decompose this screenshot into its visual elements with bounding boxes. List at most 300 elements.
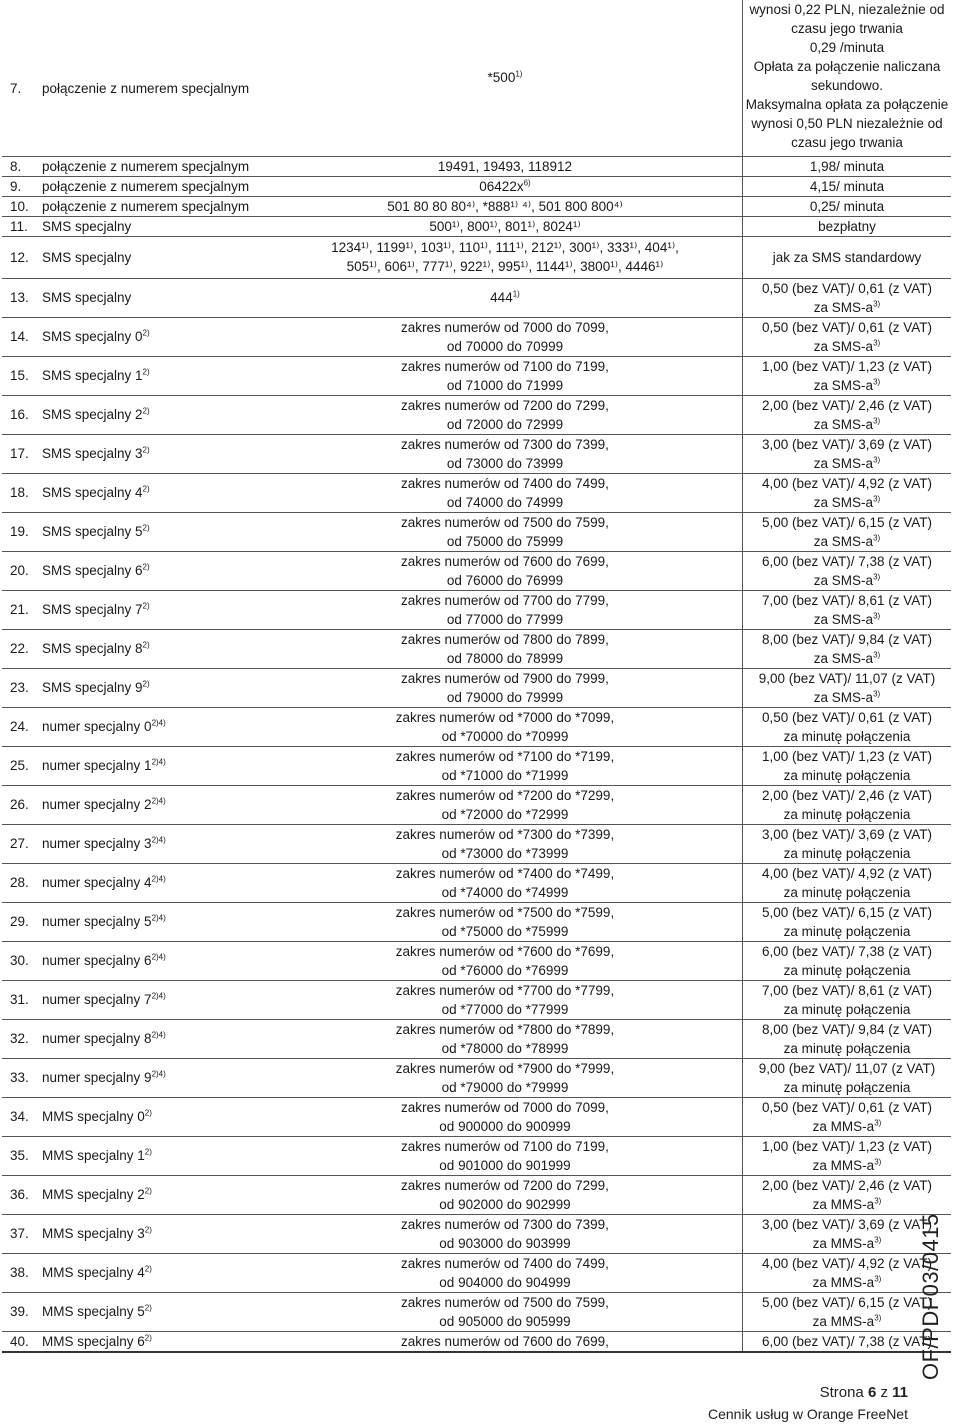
row-name-text: SMS specjalny 7 [42, 602, 143, 617]
footnote-sup: 2) [142, 406, 150, 416]
row-number-range [268, 1019, 743, 1058]
row-price [743, 1058, 952, 1097]
row-name: połączenie z numerem specjalnym [42, 0, 268, 156]
range-line: od *71000 do *71999 [441, 767, 569, 783]
footnote-sup: 2) [144, 1186, 152, 1196]
row-number-range [268, 356, 743, 395]
range-line: od 72000 do 72999 [446, 416, 564, 432]
price-line: 0,50 (bez VAT)/ 0,61 (z VAT) [761, 319, 933, 335]
row-name: połączenie z numerem specjalnym [42, 176, 268, 196]
price-line: 9,00 (bez VAT)/ 11,07 (z VAT) [758, 1060, 936, 1076]
row-number: 11. [2, 216, 42, 236]
range-line: od 77000 do 77999 [446, 611, 564, 627]
price-line [743, 1117, 951, 1136]
row-number-range [268, 629, 743, 668]
price-unit: za SMS-a [813, 338, 874, 354]
footnote-sup: 2) [142, 679, 150, 689]
row-name-text: MMS specjalny 6 [42, 1333, 145, 1349]
row-name [42, 785, 268, 824]
row-number: 32. [2, 1019, 42, 1058]
range-line: zakres numerów od 7500 do 7599, [401, 1294, 609, 1310]
price-unit: za minutę połączenia [783, 1001, 911, 1017]
price-line [743, 961, 951, 980]
footnote-sup: 3) [873, 572, 881, 581]
price-unit: za minutę połączenia [783, 845, 911, 861]
price-line: 2,00 (bez VAT)/ 2,46 (z VAT) [761, 1177, 933, 1193]
range-line: zakres numerów od 7400 do 7499, [401, 475, 609, 491]
row-number-range [268, 434, 743, 473]
range-line: od 70000 do 70999 [446, 338, 564, 354]
row-number-range [268, 512, 743, 551]
footnote-sup: 2) [142, 562, 150, 572]
row-price [743, 317, 952, 356]
range-line: od 74000 do 74999 [446, 494, 564, 510]
row-name-text: numer specjalny 4 [42, 875, 152, 890]
price-table-body [2, 0, 951, 1352]
row-number-range [268, 668, 743, 707]
price-line: 5,00 (bez VAT)/ 6,15 (z VAT) [761, 904, 933, 920]
range-line: od 75000 do 75999 [446, 533, 564, 549]
row-number: 14. [2, 317, 42, 356]
number-line: 1234¹⁾, 1199¹⁾, 103¹⁾, 110¹⁾, 111¹⁾, 212¹⁾, 300¹⁾, 333¹⁾, 404¹⁾, [331, 240, 679, 255]
price-line: 7,00 (bez VAT)/ 8,61 (z VAT) [761, 982, 933, 998]
price-line: 6,00 (bez VAT)/ 7,38 (z VAT) [761, 943, 933, 959]
table-row [2, 1136, 951, 1175]
price-unit: za SMS-a [813, 533, 874, 549]
footnote-sup: 2) [144, 1264, 152, 1274]
price-line: 0,50 (bez VAT)/ 0,61 (z VAT) [761, 280, 933, 296]
row-number: 36. [2, 1175, 42, 1214]
price-line [743, 610, 951, 629]
price-line [743, 1000, 951, 1019]
table-row [2, 278, 951, 317]
table-row [2, 1214, 951, 1253]
range-line: od 900000 do 900999 [439, 1118, 571, 1134]
price-line: 2,00 (bez VAT)/ 2,46 (z VAT) [761, 397, 933, 413]
range-line: od *72000 do *72999 [441, 806, 569, 822]
number-line: 505¹⁾, 606¹⁾, 777¹⁾, 922¹⁾, 995¹⁾, 1144¹⁾, 3800¹⁾, 4446¹⁾ [346, 259, 664, 274]
price-unit: za minutę połączenia [783, 923, 911, 939]
footnote-sup: 2) [142, 445, 150, 455]
footnote-sup: 2) [144, 1108, 152, 1118]
row-number: 34. [2, 1097, 42, 1136]
row-name [42, 1175, 268, 1214]
footnote-sup: 2) [144, 1225, 152, 1235]
price-line [743, 493, 951, 512]
row-number: 24. [2, 707, 42, 746]
row-number-range [268, 196, 743, 216]
price-line: 3,00 (bez VAT)/ 3,69 (z VAT) [761, 1216, 933, 1232]
row-number: 19. [2, 512, 42, 551]
range-line: zakres numerów od 7800 do 7899, [401, 631, 609, 647]
table-row [2, 590, 951, 629]
row-number: 28. [2, 863, 42, 902]
row-price: 0,25/ minuta [743, 196, 952, 216]
row-name [42, 863, 268, 902]
row-number: 37. [2, 1214, 42, 1253]
range-line: od 76000 do 76999 [446, 572, 564, 588]
row-price [743, 668, 952, 707]
row-number: 18. [2, 473, 42, 512]
table-row [2, 1058, 951, 1097]
footnote-sup: 2) [144, 1333, 152, 1342]
row-number-range [268, 863, 743, 902]
footnote-sup: 2)4) [151, 1030, 166, 1040]
row-number-range [268, 1097, 743, 1136]
row-number: 31. [2, 980, 42, 1019]
range-line: zakres numerów od *7600 do *7699, [395, 943, 615, 959]
row-number-range [268, 980, 743, 1019]
row-number: 26. [2, 785, 42, 824]
footnote-sup: 3) [874, 1235, 882, 1244]
row-name-text: numer specjalny 3 [42, 836, 152, 851]
row-name-text: numer specjalny 6 [42, 953, 152, 968]
footnote-sup: 3) [873, 650, 881, 659]
price-line: 6,00 (bez VAT)/ 7,38 (z VAT) [761, 553, 933, 569]
price-line: 7,00 (bez VAT)/ 8,61 (z VAT) [761, 592, 933, 608]
footnote-sup: 2) [142, 328, 150, 338]
row-price: jak za SMS standardowy [743, 236, 952, 278]
price-line [743, 1039, 951, 1058]
price-unit: za MMS-a [812, 1274, 875, 1290]
table-row [2, 785, 951, 824]
row-number-range [268, 746, 743, 785]
price-unit: za SMS-a [813, 494, 874, 510]
footnote-sup: 3) [874, 1313, 882, 1322]
number-text: 06422x [479, 178, 524, 194]
row-name [42, 941, 268, 980]
row-number: 17. [2, 434, 42, 473]
row-number: 22. [2, 629, 42, 668]
table-row [2, 629, 951, 668]
range-line: zakres numerów od *7300 do *7399, [395, 826, 615, 842]
range-line: zakres numerów od 7000 do 7099, [401, 1099, 609, 1115]
range-line: od *76000 do *76999 [441, 962, 569, 978]
row-name [42, 590, 268, 629]
row-number: 16. [2, 395, 42, 434]
footnote-sup: 2) [144, 1147, 152, 1157]
table-row [2, 941, 951, 980]
footnote-sup: 3) [874, 1274, 882, 1283]
row-name-text: numer specjalny 2 [42, 797, 152, 812]
price-line [743, 1156, 951, 1175]
footnote-sup: 3) [873, 611, 881, 620]
row-name-text: SMS specjalny 0 [42, 329, 143, 344]
range-line: od 78000 do 78999 [446, 650, 564, 666]
row-number: 15. [2, 356, 42, 395]
range-line: zakres numerów od 7600 do 7699, [401, 553, 609, 569]
table-row [2, 156, 951, 176]
table-row [2, 863, 951, 902]
row-number-range [268, 216, 743, 236]
row-number-range [268, 1214, 743, 1253]
footnote-sup: 2)4) [151, 757, 166, 767]
row-price [743, 941, 952, 980]
row-name: połączenie z numerem specjalnym [42, 156, 268, 176]
row-price [743, 1019, 952, 1058]
table-row [2, 980, 951, 1019]
range-line: od *75000 do *75999 [441, 923, 569, 939]
price-line: 1,00 (bez VAT)/ 1,23 (z VAT) [761, 748, 933, 764]
price-unit: za SMS-a [813, 455, 874, 471]
price-line [743, 571, 951, 590]
range-line: zakres numerów od 7900 do 7999, [401, 670, 609, 686]
price-line [743, 532, 951, 551]
footnote-sup: 6) [523, 178, 531, 187]
row-number-range [268, 176, 743, 196]
row-number-range [268, 1253, 743, 1292]
range-line: zakres numerów od *7500 do *7599, [395, 904, 615, 920]
row-name-text: MMS specjalny 1 [42, 1148, 145, 1163]
row-name: SMS specjalny [42, 278, 268, 317]
row-number-range [268, 1058, 743, 1097]
row-price [743, 356, 952, 395]
price-line [743, 1078, 951, 1097]
row-name-text: numer specjalny 9 [42, 1070, 152, 1085]
price-line: 8,00 (bez VAT)/ 9,84 (z VAT) [761, 1021, 933, 1037]
price-line: 4,00 (bez VAT)/ 4,92 (z VAT) [761, 475, 933, 491]
price-unit: za SMS-a [813, 689, 874, 705]
price-unit: za SMS-a [813, 416, 874, 432]
row-price [743, 395, 952, 434]
range-line: od *70000 do *70999 [441, 728, 569, 744]
row-name-text: numer specjalny 7 [42, 992, 152, 1007]
range-line: zakres numerów od 7200 do 7299, [401, 1177, 609, 1193]
footnote-sup: 2) [142, 484, 150, 494]
row-number: 30. [2, 941, 42, 980]
row-number: 29. [2, 902, 42, 941]
row-name [42, 629, 268, 668]
row-price: 6,00 (bez VAT)/ 7,38 (z VAT) [743, 1331, 952, 1352]
price-line [743, 415, 951, 434]
document-title: Cennik usług w Orange FreeNet [708, 1406, 908, 1422]
range-line: od *77000 do *77999 [441, 1001, 569, 1017]
row-name [42, 395, 268, 434]
row-number-range [268, 785, 743, 824]
price-line: 2,00 (bez VAT)/ 2,46 (z VAT) [761, 787, 933, 803]
range-line: od 902000 do 902999 [439, 1196, 571, 1212]
row-price [743, 863, 952, 902]
row-name-text: MMS specjalny 0 [42, 1109, 145, 1124]
row-name [42, 746, 268, 785]
row-price [743, 512, 952, 551]
row-price [743, 434, 952, 473]
row-name [42, 356, 268, 395]
row-name-text: MMS specjalny 2 [42, 1187, 145, 1202]
row-name [42, 317, 268, 356]
price-line: 0,50 (bez VAT)/ 0,61 (z VAT) [761, 1099, 933, 1115]
footnote-sup: 1) [512, 289, 520, 299]
row-number-range [268, 824, 743, 863]
price-unit: za minutę połączenia [783, 1040, 911, 1056]
footnote-sup: 2) [142, 367, 150, 377]
price-line [743, 766, 951, 785]
price-line [743, 688, 951, 707]
number-text: *500 [487, 70, 516, 86]
price-line: 3,00 (bez VAT)/ 3,69 (z VAT) [761, 436, 933, 452]
footnote-sup: 2) [142, 523, 150, 533]
row-name: SMS specjalny [42, 216, 268, 236]
row-name: SMS specjalny [42, 236, 268, 278]
row-name: połączenie z numerem specjalnym [42, 196, 268, 216]
price-unit: za minutę połączenia [783, 962, 911, 978]
row-name [42, 1253, 268, 1292]
row-name-text: SMS specjalny 9 [42, 680, 143, 695]
footnote-sup: 2)4) [151, 913, 166, 923]
table-row [2, 1331, 951, 1352]
price-line: wynosi 0,50 PLN niezależnie od [751, 116, 943, 131]
range-line: od 904000 do 904999 [439, 1274, 571, 1290]
footnote-sup: 2) [142, 601, 150, 611]
row-name [42, 1058, 268, 1097]
table-row [2, 1292, 951, 1331]
price-unit: za SMS-a [813, 650, 874, 666]
price-line: 5,00 (bez VAT)/ 6,15 (z VAT) [761, 514, 933, 530]
row-price [743, 824, 952, 863]
range-line: od *79000 do *79999 [441, 1079, 569, 1095]
footnote-sup: 3) [873, 533, 881, 542]
row-number-range [268, 707, 743, 746]
row-number: 40. [2, 1331, 42, 1352]
row-price [743, 0, 952, 156]
row-price [743, 785, 952, 824]
footnote-sup: 3) [874, 1118, 882, 1127]
row-name-text: SMS specjalny 4 [42, 485, 143, 500]
row-name-text: SMS specjalny 3 [42, 446, 143, 461]
price-line [743, 337, 951, 356]
row-name [42, 707, 268, 746]
price-unit: za SMS-a [813, 377, 874, 393]
table-row [2, 356, 951, 395]
row-name-text: SMS specjalny 6 [42, 563, 143, 578]
row-name [42, 512, 268, 551]
price-line: czasu jego trwania [791, 21, 903, 36]
row-number: 27. [2, 824, 42, 863]
page-separator: z [880, 1384, 888, 1401]
page-label: Strona [819, 1384, 864, 1401]
row-price [743, 902, 952, 941]
price-unit: za SMS-a [813, 611, 874, 627]
price-unit: za MMS-a [812, 1196, 875, 1212]
number-text: 19491, 19493, 118912 [437, 158, 573, 174]
range-line: zakres numerów od *7100 do *7199, [395, 748, 615, 764]
price-line: 0,50 (bez VAT)/ 0,61 (z VAT) [761, 709, 933, 725]
table-row [2, 196, 951, 216]
footnote-sup: 3) [873, 455, 881, 464]
price-line [743, 649, 951, 668]
row-name-text: MMS specjalny 4 [42, 1265, 145, 1280]
number-text: 501 80 80 80⁴⁾, *888¹⁾ ⁴⁾, 501 800 800⁴⁾ [387, 198, 623, 214]
range-line: od 905000 do 905999 [439, 1313, 571, 1329]
row-number: 9. [2, 176, 42, 196]
row-number-range [268, 590, 743, 629]
range-line: zakres numerów od 7500 do 7599, [401, 514, 609, 530]
price-unit: za MMS-a [812, 1313, 875, 1329]
price-line [743, 298, 951, 317]
footnote-sup: 3) [873, 416, 881, 425]
page-indicator [820, 1384, 908, 1401]
range-line: zakres numerów od *7200 do *7299, [395, 787, 615, 803]
price-line: 0,29 /minuta [809, 40, 885, 55]
row-number-range [268, 941, 743, 980]
range-line: od *74000 do *74999 [441, 884, 569, 900]
price-unit: za SMS-a [813, 572, 874, 588]
price-line: 4,00 (bez VAT)/ 4,92 (z VAT) [761, 1255, 933, 1271]
price-line [743, 376, 951, 395]
table-row [2, 1253, 951, 1292]
table-row [2, 236, 951, 278]
row-number-range [268, 395, 743, 434]
price-line: Maksymalna opłata za połączenie [745, 97, 949, 112]
row-number: 8. [2, 156, 42, 176]
range-line: zakres numerów od *7900 do *7999, [395, 1060, 615, 1076]
row-price: bezpłatny [743, 216, 952, 236]
row-number-range [268, 1136, 743, 1175]
row-name-text: numer specjalny 8 [42, 1031, 152, 1046]
row-number: 13. [2, 278, 42, 317]
row-name-text: SMS specjalny 8 [42, 641, 143, 656]
row-number: 35. [2, 1136, 42, 1175]
row-number-range [268, 156, 743, 176]
table-row [2, 473, 951, 512]
footnote-sup: 3) [873, 377, 881, 386]
page-total: 11 [892, 1384, 908, 1401]
table-row [2, 902, 951, 941]
table-row [2, 707, 951, 746]
price-unit: za minutę połączenia [783, 806, 911, 822]
range-line: od 73000 do 73999 [446, 455, 564, 471]
price-line: 1,00 (bez VAT)/ 1,23 (z VAT) [761, 1138, 933, 1154]
range-line: zakres numerów od 7700 do 7799, [401, 592, 609, 608]
price-line [743, 805, 951, 824]
range-line: zakres numerów od *7700 do *7799, [395, 982, 615, 998]
footnote-sup: 2)4) [151, 874, 166, 884]
row-number-range [268, 236, 743, 278]
table-row [2, 1175, 951, 1214]
range-line: zakres numerów od 7100 do 7199, [401, 1138, 609, 1154]
table-row [2, 434, 951, 473]
range-line: od 71000 do 71999 [446, 377, 564, 393]
row-name [42, 1136, 268, 1175]
row-number-range [268, 0, 743, 156]
row-number: 39. [2, 1292, 42, 1331]
row-name-text: SMS specjalny 5 [42, 524, 143, 539]
row-number-range [268, 902, 743, 941]
row-name [42, 668, 268, 707]
price-line: 1,00 (bez VAT)/ 1,23 (z VAT) [761, 358, 933, 374]
table-row [2, 824, 951, 863]
row-price [743, 980, 952, 1019]
row-name [42, 1331, 268, 1352]
row-name [42, 824, 268, 863]
row-price [743, 1097, 952, 1136]
row-name [42, 1292, 268, 1331]
footnote-sup: 2) [142, 640, 150, 650]
range-line: zakres numerów od *7000 do *7099, [395, 709, 615, 725]
price-table [2, 0, 951, 1353]
document-code: OF/PDF03/0415 [918, 1213, 943, 1380]
table-row [2, 216, 951, 236]
row-name-text: MMS specjalny 3 [42, 1226, 145, 1241]
table-row [2, 395, 951, 434]
table-row [2, 1097, 951, 1136]
footnote-sup: 3) [874, 1196, 882, 1205]
row-name [42, 1214, 268, 1253]
range-line: zakres numerów od 7300 do 7399, [401, 1216, 609, 1232]
footnote-sup: 2)4) [151, 796, 166, 806]
range-line: od 901000 do 901999 [439, 1157, 571, 1173]
price-line: sekundowo. [810, 78, 884, 93]
